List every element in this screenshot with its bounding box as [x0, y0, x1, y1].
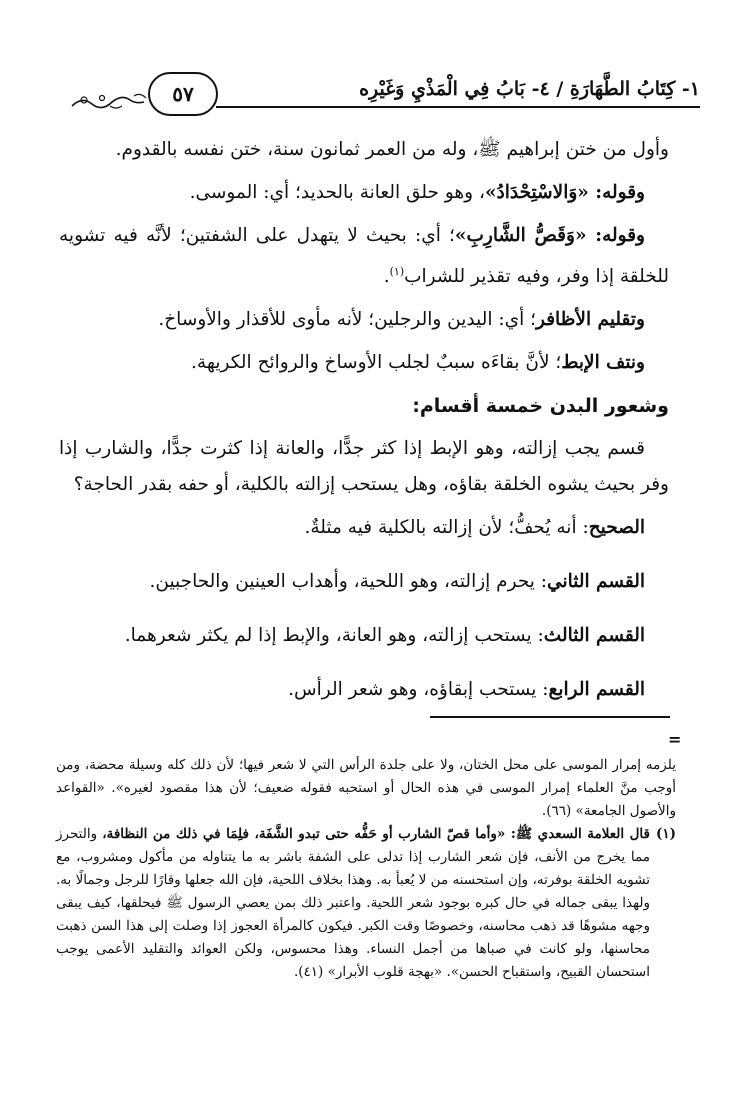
paragraph-text: ؛ أي: اليدين والرجلين؛ لأنه مأوى للأقذار والأوساخ.	[158, 309, 536, 331]
main-text	[59, 132, 669, 715]
paragraph: وأول من ختن إبراهيم ﷺ، وله من العمر ثمانون سنة، ختن نفسه بالقدوم.	[115, 139, 669, 160]
paragraph-text: : أنه يُحفُّ؛ لأن إزالته بالكلية فيه مثلةٌ.	[304, 517, 589, 539]
footnotes	[56, 754, 676, 984]
footnote-continued: يلزمه إمرار الموسى على محل الختان، ولا على جلدة الرأس التي لا شعر فيها؛ لأن ذلك كله وسيلة محضة، ومن أوجب منَّ العلماء إمرار الموسى في هذه الحال أو استحبه فقوله ضعيف؛ لأن هذا مقصود لغيره». «القواعد والأصول الجامعة» (٦٦).	[56, 757, 676, 819]
page-number-badge	[148, 72, 218, 116]
paragraph	[59, 345, 669, 381]
footnote-1	[56, 823, 676, 984]
term: ونتف الإبط	[561, 352, 645, 374]
footnote-lead: قال العلامة السعدي ﷺ: «وأما قصّ الشارب أو حَفُّه حتى تبدو الشَّفَة، فلِمَا في ذلك من النظافة،	[102, 826, 650, 842]
paragraph-text: ، وهو حلق العانة بالحديد؛ أي: الموسى.	[189, 182, 485, 203]
footnote-separator	[430, 716, 670, 718]
paragraph-text: : يستحب إزالته، وهو العانة، والإبط إذا لم يكثر شعرهما.	[124, 625, 544, 647]
paragraph: قسم يجب إزالته، وهو الإبط إذا كثر جدًّا، والعانة إذا كثرت جدًّا، والشارب إذا وفر بحيث يشوه الخلقة بقاؤه، وهل يستحب إزالته بالكلية، أو حفه بقدر الحاجة؟	[59, 438, 669, 496]
term: القسم الرابع	[548, 679, 645, 701]
term: القسم الثالث	[543, 625, 645, 647]
section-heading: وشعور البدن خمسة أقسام:	[412, 395, 669, 418]
paragraph	[59, 564, 669, 600]
term: وتقليم الأظافر	[535, 309, 645, 331]
paragraph: وقوله: «وَقَصُّ الشَّارِبِ»؛ أي: بحيث لا يتهدل على الشفتين؛ لأنَّه فيه تشويه للخلقة إذا وفر، وفيه تقذير للشراب$^{(١)}$.	[59, 225, 669, 288]
paragraph	[59, 672, 669, 708]
term: الصحيح	[588, 517, 645, 539]
paragraph-text: ؛ لأنَّ بقاءَه سببٌ لجلب الأوساخ والروائح الكريهة.	[191, 352, 562, 374]
running-title: ١- كِتَابُ الطَّهَارَةِ / ٤- بَابُ فِي الْمَذْيِ وَغَيْرِه	[359, 78, 700, 100]
footnote-text: والتحرز مما يخرج من الأنف، فإن شعر الشارب إذا تدلى على الشفة باشر به ما يتناوله من مأكول ومشروب، مع تشويه الخلقة بوفرته، وإن استحسنه من لا يُعبأ به. وهذا بخلاف اللحية، فإن الله جعلها وقارًا للرجل وجمالًا به. ولهذا يبقى جماله في حال كبره بوجود شعر اللحية. واعتبر ذلك بمن يعصي الرسول ﷺ فيحلقها، كيف يبقى وجهه مشوهًا قد ذهب محاسنه، وخصوصًا وقت الكبر. فيكون كالمرأة العجوز إذا وصلت إلى هذا السن ذهبت محاسنها، ولو كانت في صباها من أجمل النساء. وهذا محسوس، ولكن العوائد والتقليد الأعمى يوجب استحسان القبيح، واستقباح الحسن». «بهجة قلوب الأبرار» (٤١).	[56, 826, 650, 980]
term: القسم الثاني	[547, 571, 645, 593]
footnote-ref[interactable]: (١)	[389, 265, 405, 278]
paragraph	[59, 510, 669, 546]
page-number: ٥٧	[172, 82, 194, 106]
footnote-number: (١)	[655, 826, 676, 842]
header-rule	[216, 106, 700, 108]
term: وقوله: «وَالاسْتِحْدَادُ»	[484, 182, 645, 203]
term: وقوله: «وَقَصُّ الشَّارِبِ»	[454, 225, 645, 246]
paragraph	[59, 175, 669, 211]
ornament-flourish-icon	[70, 88, 150, 112]
page-header	[70, 72, 700, 120]
paragraph-text: : يحرم إزالته، وهو اللحية، وأهداب العينين والحاجبين.	[149, 571, 548, 593]
paragraph	[59, 302, 669, 338]
footnote-continuation-mark: =	[668, 730, 682, 749]
paragraph	[59, 618, 669, 654]
paragraph-text: : يستحب إبقاؤه، وهو شعر الرأس.	[288, 679, 549, 701]
paragraph-text: ؛ أي: بحيث لا يتهدل على الشفتين؛ لأنَّه فيه تشويه للخلقة إذا وفر، وفيه تقذير للشراب	[59, 225, 669, 288]
